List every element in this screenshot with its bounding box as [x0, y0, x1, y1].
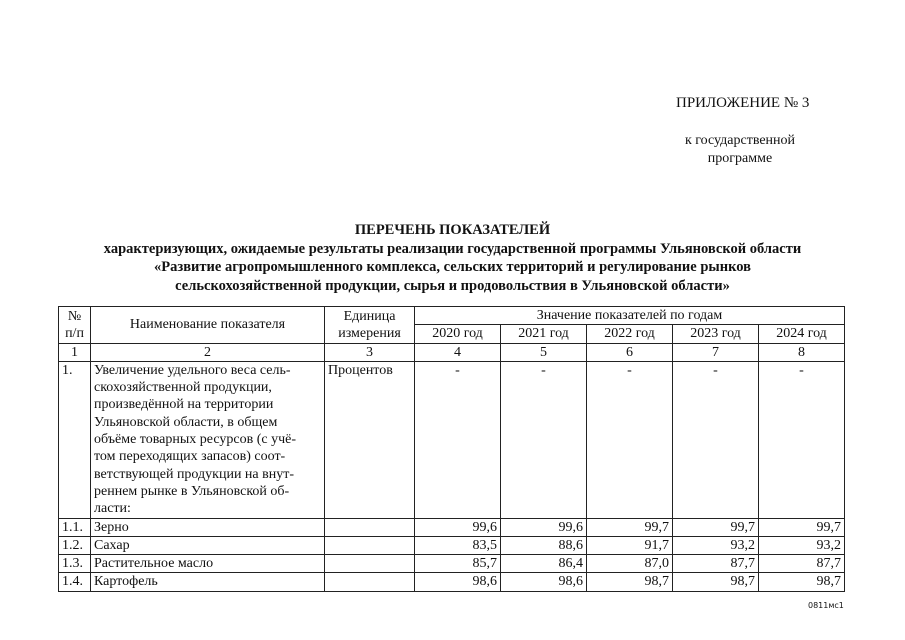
row-value: 91,7 — [587, 536, 673, 554]
header-num-line: № — [67, 308, 82, 324]
appendix-subtitle-line: программе — [707, 151, 773, 166]
table-header-row — [59, 307, 845, 325]
row-unit — [325, 573, 415, 591]
row-value: 98,7 — [587, 573, 673, 591]
row-value: 87,0 — [587, 555, 673, 573]
header-year: 2023 год — [673, 325, 759, 343]
row-name: Зерно — [91, 518, 325, 536]
header-year: 2020 год — [415, 325, 501, 343]
row-value: - — [501, 361, 587, 518]
header-unit — [325, 307, 415, 344]
header-name: Наименование показателя — [91, 307, 325, 344]
heading-line: сельскохозяйственной продукции, сырья и продовольствия в Ульяновской области» — [175, 277, 730, 294]
row-name: Картофель — [91, 573, 325, 591]
indicators-table — [58, 306, 845, 592]
row-unit: Процентов — [325, 361, 415, 518]
row-num: 1.3. — [59, 555, 91, 573]
row-name-line: ветствующей продукции на внут- — [94, 466, 295, 482]
row-value: 99,7 — [587, 518, 673, 536]
column-number: 8 — [759, 343, 845, 361]
heading-line: «Развитие агропромышленного комплекса, сельских территорий и регулирование рынков — [154, 259, 751, 275]
row-value: - — [759, 361, 845, 518]
row-value: 85,7 — [415, 555, 501, 573]
row-value: 86,4 — [501, 555, 587, 573]
row-name-line: Увеличение удельного веса сель- — [94, 362, 291, 378]
row-value: 87,7 — [673, 555, 759, 573]
footer-code: 0811мс1 — [808, 601, 844, 610]
row-num: 1.1. — [59, 518, 91, 536]
row-name-line: Ульяновской области, в общем — [94, 414, 278, 430]
row-value: 88,6 — [501, 536, 587, 554]
row-name-line: скохозяйственной продукции, — [94, 380, 272, 396]
row-name — [91, 361, 325, 518]
row-value: 99,6 — [501, 518, 587, 536]
row-num: 1.2. — [59, 536, 91, 554]
row-num: 1. — [59, 361, 91, 518]
row-unit — [325, 518, 415, 536]
table-row — [59, 555, 845, 573]
row-value: 98,7 — [759, 573, 845, 591]
row-name: Сахар — [91, 536, 325, 554]
column-number: 6 — [587, 343, 673, 361]
row-unit — [325, 536, 415, 554]
row-value: - — [673, 361, 759, 518]
appendix-title: ПРИЛОЖЕНИЕ № 3 — [676, 95, 810, 111]
row-value: 98,6 — [501, 573, 587, 591]
column-number: 3 — [325, 343, 415, 361]
row-name-line: произведённой на территории — [94, 397, 274, 413]
row-value: - — [587, 361, 673, 518]
header-unit-line: Единица — [343, 308, 396, 324]
column-number-row — [59, 343, 845, 361]
row-value: 99,7 — [759, 518, 845, 536]
table-row — [59, 361, 845, 518]
header-year: 2021 год — [501, 325, 587, 343]
header-num — [59, 307, 91, 344]
row-name-line: объёме товарных ресурсов (с учё- — [94, 432, 296, 448]
column-number: 4 — [415, 343, 501, 361]
row-value: 93,2 — [759, 536, 845, 554]
column-number: 1 — [59, 343, 91, 361]
row-name-line: ласти: — [94, 501, 131, 517]
column-number: 7 — [673, 343, 759, 361]
row-value: 93,2 — [673, 536, 759, 554]
row-name: Растительное масло — [91, 555, 325, 573]
row-value: 98,6 — [415, 573, 501, 591]
row-name-line: реннем рынке в Ульяновской об- — [94, 483, 290, 499]
heading-title: ПЕРЕЧЕНЬ ПОКАЗАТЕЛЕЙ — [354, 222, 551, 238]
header-values-group: Значение показателей по годам — [415, 307, 845, 325]
row-unit — [325, 555, 415, 573]
header-year: 2024 год — [759, 325, 845, 343]
row-value: 87,7 — [759, 555, 845, 573]
row-value: - — [415, 361, 501, 518]
row-value: 99,7 — [673, 518, 759, 536]
header-num-line: п/п — [65, 325, 84, 341]
row-value: 98,7 — [673, 573, 759, 591]
table-row — [59, 518, 845, 536]
table-row — [59, 536, 845, 554]
header-unit-line: измерения — [338, 325, 401, 341]
appendix-subtitle — [660, 132, 820, 168]
row-num: 1.4. — [59, 573, 91, 591]
header-year: 2022 год — [587, 325, 673, 343]
document-heading — [40, 221, 865, 295]
table-row — [59, 573, 845, 591]
column-number: 5 — [501, 343, 587, 361]
row-value: 99,6 — [415, 518, 501, 536]
heading-line: характеризующих, ожидаемые результаты реализации государственной программы Ульяновской области — [103, 240, 802, 257]
appendix-subtitle-line: к государственной — [684, 133, 796, 148]
column-number: 2 — [91, 343, 325, 361]
row-value: 83,5 — [415, 536, 501, 554]
row-name-line: том переходящих запасов) соот- — [94, 449, 286, 465]
